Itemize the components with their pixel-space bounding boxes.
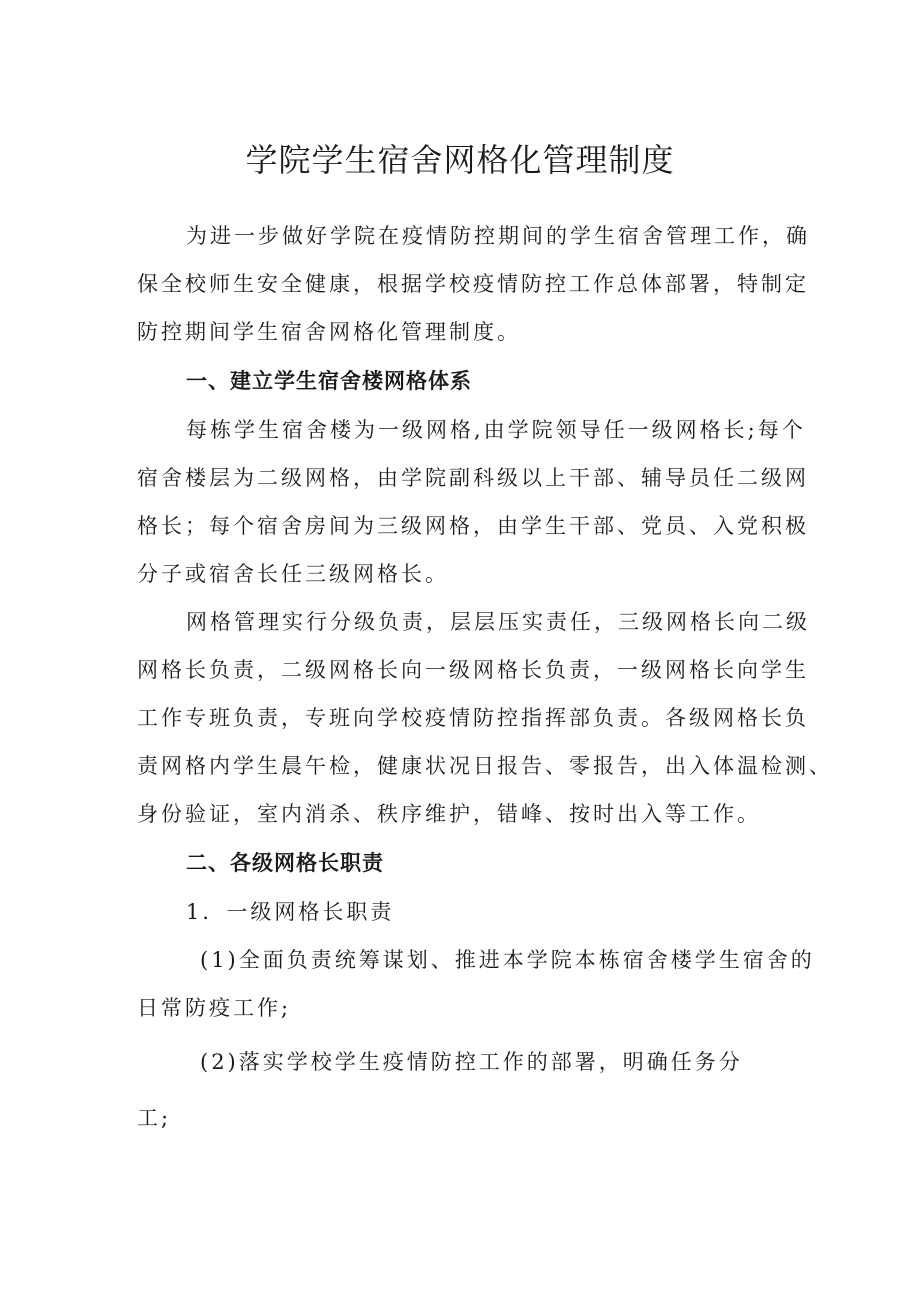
- section-2-heading: 二、各级网格长职责: [186, 851, 384, 875]
- section-1-para-1-line-1: 每栋学生宿舍楼为一级网格,由学院领导任一级网格长;每个: [186, 418, 806, 442]
- document-title: 学院学生宿舍网格化管理制度: [245, 141, 675, 179]
- subsection-1-heading: 1．一级网格长职责: [186, 900, 395, 924]
- section-1-para-2-line-4: 责网格内学生晨午检，健康状况日报告、零报告，出入体温检测、: [137, 754, 833, 778]
- item-1-line-2: 日常防疫工作;: [137, 996, 292, 1020]
- intro-line-2: 保全校师生安全健康，根据学校疫情防控工作总体部署，特制定: [137, 272, 809, 296]
- section-1-para-2-line-3: 工作专班负责，专班向学校疫情防控指挥部负责。各级网格长负: [137, 706, 809, 730]
- item-2-line-2: 工;: [137, 1106, 172, 1130]
- item-2-line-1: (2)落实学校学生疫情防控工作的部署，明确任务分: [200, 1050, 743, 1074]
- section-1-para-1-line-3: 格长；每个宿舍房间为三级网格，由学生干部、党员、入党积极: [137, 514, 809, 538]
- item-1-line-1: (1)全面负责统筹谋划、推进本学院本栋宿舍楼学生宿舍的: [200, 948, 815, 972]
- section-1-para-1-line-4: 分子或宿舍长任三级网格长。: [137, 562, 449, 586]
- section-1-heading: 一、建立学生宿舍楼网格体系: [186, 369, 472, 393]
- section-1-para-2-line-2: 网格长负责，二级网格长向一级网格长负责，一级网格长向学生: [137, 658, 809, 682]
- section-1-para-1-line-2: 宿舍楼层为二级网格，由学院副科级以上干部、辅导员任二级网: [137, 466, 809, 490]
- intro-line-3: 防控期间学生宿舍网格化管理制度。: [137, 320, 521, 344]
- section-1-para-2-line-5: 身份验证，室内消杀、秩序维护，错峰、按时出入等工作。: [137, 802, 761, 826]
- section-1-para-2-line-1: 网格管理实行分级负责，层层压实责任，三级网格长向二级: [186, 610, 810, 634]
- intro-line-1: 为进一步做好学院在疫情防控期间的学生宿舍管理工作，确: [186, 224, 810, 248]
